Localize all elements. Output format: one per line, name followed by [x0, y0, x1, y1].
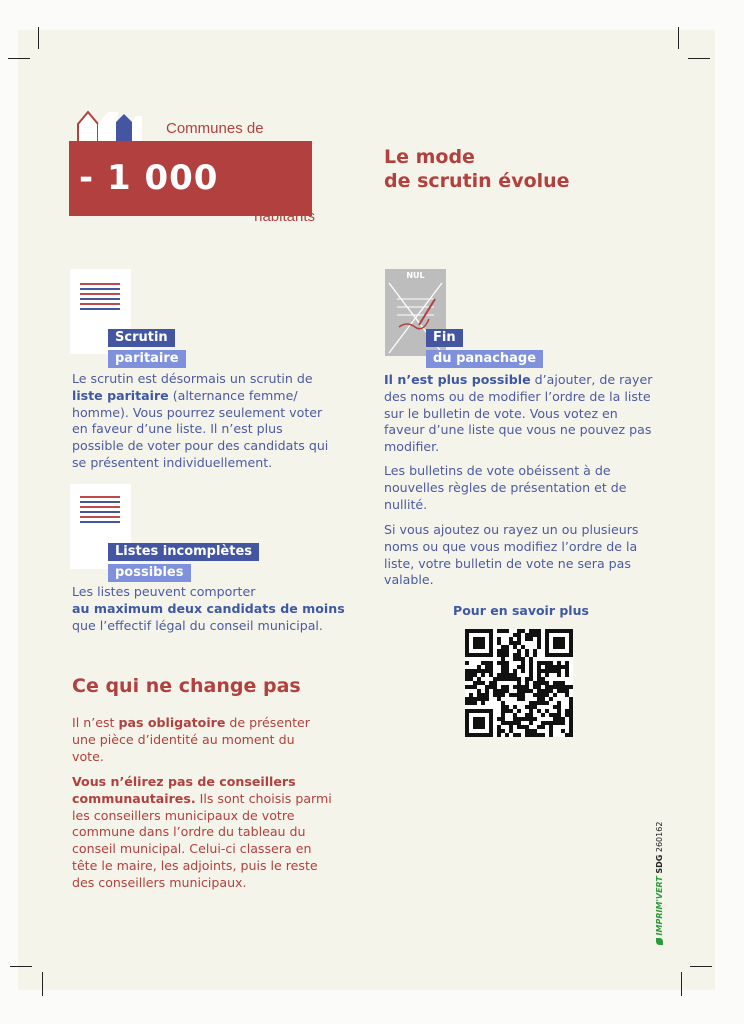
population-number: - 1 000 — [79, 158, 219, 198]
crop-mark — [10, 966, 32, 967]
crop-mark — [38, 27, 39, 49]
crop-mark — [8, 58, 30, 59]
page-title: Le mode de scrutin évolue — [384, 146, 570, 192]
listes-incompletes-text: Les listes peuvent comporter au maximum deux candidats de moins que l’effectif légal du conseil municipal. — [72, 584, 345, 633]
ne-change-pas-p1: Il n’est pas obligatoire de présenter une pièce d’identité au moment du vote. — [72, 715, 310, 764]
crop-mark — [678, 27, 679, 49]
communes-de-text: Communes de — [166, 120, 264, 137]
scrutin-paritaire-text: Le scrutin est désormais un scrutin de liste paritaire (alternance femme/ homme). Vous pourrez seulement voter en faveur d’une liste. Il n’est plus possible de voter pour des candidats qui se présentent individuellement. — [72, 371, 329, 470]
listes-incompletes-label: Listes incomplètes possibles — [108, 540, 259, 582]
fin-panachage-label: Fin du panachage — [426, 326, 543, 368]
panachage-p1: Il n’est plus possible d’ajouter, de rayer des noms ou de modifier l’ordre de la liste sur le bulletin de vote. Vous votez en faveur d’une liste que vous ne pouvez pas modifier. — [384, 372, 653, 455]
panachage-p2: Les bulletins de vote obéissent à de nouvelles règles de présentation et de nullité. — [384, 463, 627, 512]
ne-change-pas-p2: Vous n’élirez pas de conseillers communautaires. Ils sont choisis parmi les conseillers municipaux de votre commune dans l’ordre du tableau du conseil municipal. Celui-ci classera en tête le maire, les adjoints, puis le reste des conseillers municipaux. — [72, 774, 332, 890]
crop-mark — [690, 966, 712, 967]
qr-code[interactable] — [465, 629, 573, 737]
crop-mark — [42, 972, 43, 996]
habitants-text: habitants — [254, 208, 315, 225]
pour-en-savoir-plus: Pour en savoir plus — [453, 603, 589, 618]
imprint-label: IMPRIM'VERT SDG 260162 — [655, 822, 664, 945]
leaf-icon — [656, 938, 663, 945]
panachage-p3: Si vous ajoutez ou rayez un ou plusieurs noms ou que vous modifiez l’ordre de la liste, votre bulletin de vote ne sera pas valable. — [384, 522, 639, 588]
ne-change-pas-title: Ce qui ne change pas — [72, 675, 301, 697]
crop-mark — [681, 972, 682, 996]
scrutin-paritaire-label: Scrutin paritaire — [108, 326, 186, 368]
null-ballot-icon: NUL — [385, 269, 446, 356]
crop-mark — [688, 58, 710, 59]
